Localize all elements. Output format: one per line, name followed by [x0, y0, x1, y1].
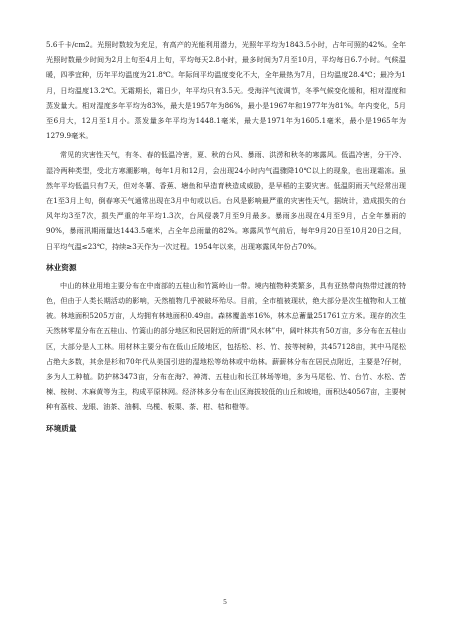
- page-number: 5: [223, 598, 227, 606]
- climate-paragraph-2: 常见的灾害性天气，有冬、春的低温冷害，夏、秋的台风、暴雨、洪涝和秋冬的寒露风。低温冷害，分干冷、湿冷两种类型，受北方寒潮影响，每年1月和12月，会出现24小时内气温骤降10℃以上的现象，也出现霜冻。虽然年平均低温只有7天，但对冬薯、香蕉、塘鱼和早造育秧造成威胁，是早稻的主要灾害。低温阴雨天气经常出现在1至3月上旬，倒春寒天气通常出现在3月中旬或以后。台风是影响最严重的灾害性天气，据统计，造成损失的台风年均3至7次，损失严重的年平均1.3次，台风侵袭7月至9月最多。暴雨多出现在4月至9月，占全年暴雨的90%，暴雨汛期雨量达1443.5毫米，占全年总雨量的82%。寒露风节气前后，每年9月20日至10月20日之间，日平均气温≤23℃，持续≥3天作为一次过程。1954年以来，出现寒露风年份占70%。: [46, 150, 406, 251]
- forest-resources-heading: 林业资源: [46, 262, 77, 272]
- page-content: [46, 37, 406, 439]
- environment-quality-heading: 环境质量: [46, 423, 77, 433]
- forest-resources-paragraph: 中山的林业用地主要分布在中南部的五桂山和竹篙岭山一带。境内植物种类繁多，具有亚热带向热带过渡的特色，但由于人类长期活动的影响，天然植物几乎被破坏殆尽。目前，全市植被现状，绝大部分是次生植物和人工植被。林地面积5205万亩，人均拥有林地面积0.49亩。森林覆盖率16%，林木总蓄量251761立方米。现存的次生天然林零星分布在五桂山、竹篙山的部分地区和民居附近的所谓“风水林”中，阔叶林共有50万亩，多分布在五桂山区，大部分是人工林。用材林主要分布在低山丘陵地区，包括松、杉、竹、按等树种，共457128亩，其中马尾松占绝大多数，其余是杉和70年代从美国引进的湿地松等幼林或中幼林。薪薪林分布在居民点附近，主要是?仔树，多为人工种植。防护林3473亩，分布在海?、神湾、五桂山和长江林场等地，多为马尾松、竹、台竹、水松、苦楝、桉树、木麻黄等为主，构成平原林网。经济林多分布在山区海拔较低的山丘和坡地，面积达40567亩，主要树种有荔枝、龙眼、油茶、油桐、乌榄、板栗、茶、柑、桔和橙等。: [46, 280, 406, 412]
- climate-paragraph-1: 5.6千卡/cm2。光照时数较为充足，有高产的光能利用潜力，光照年平均为1843.5小时，占年可照的42%。全年光照时数最少时间为2月上旬至4月上旬，平均每天2.8小时，最多时间为7月至10月，平均每日6.7小时。气候温暖，四季宜种，历年平均温度为21.8℃。年际间平均温度变化不大，全年最热为7月，日均温度28.4℃；最冷为1月，日均温度13.2℃。无霜期长，霜日少，年平均只有3.5天。受海洋气流调节，冬季气候变化缓和，相对湿度和蒸发量大。相对湿度多年平均为83%，最大是1957年为86%，最小是1967年和1977年为81%。年内变化，5月至6月大，12月至1月小。蒸发量多年平均为1448.1毫米，最大是1971年为1605.1毫米，最小是1965年为1279.9毫米。: [46, 40, 406, 141]
